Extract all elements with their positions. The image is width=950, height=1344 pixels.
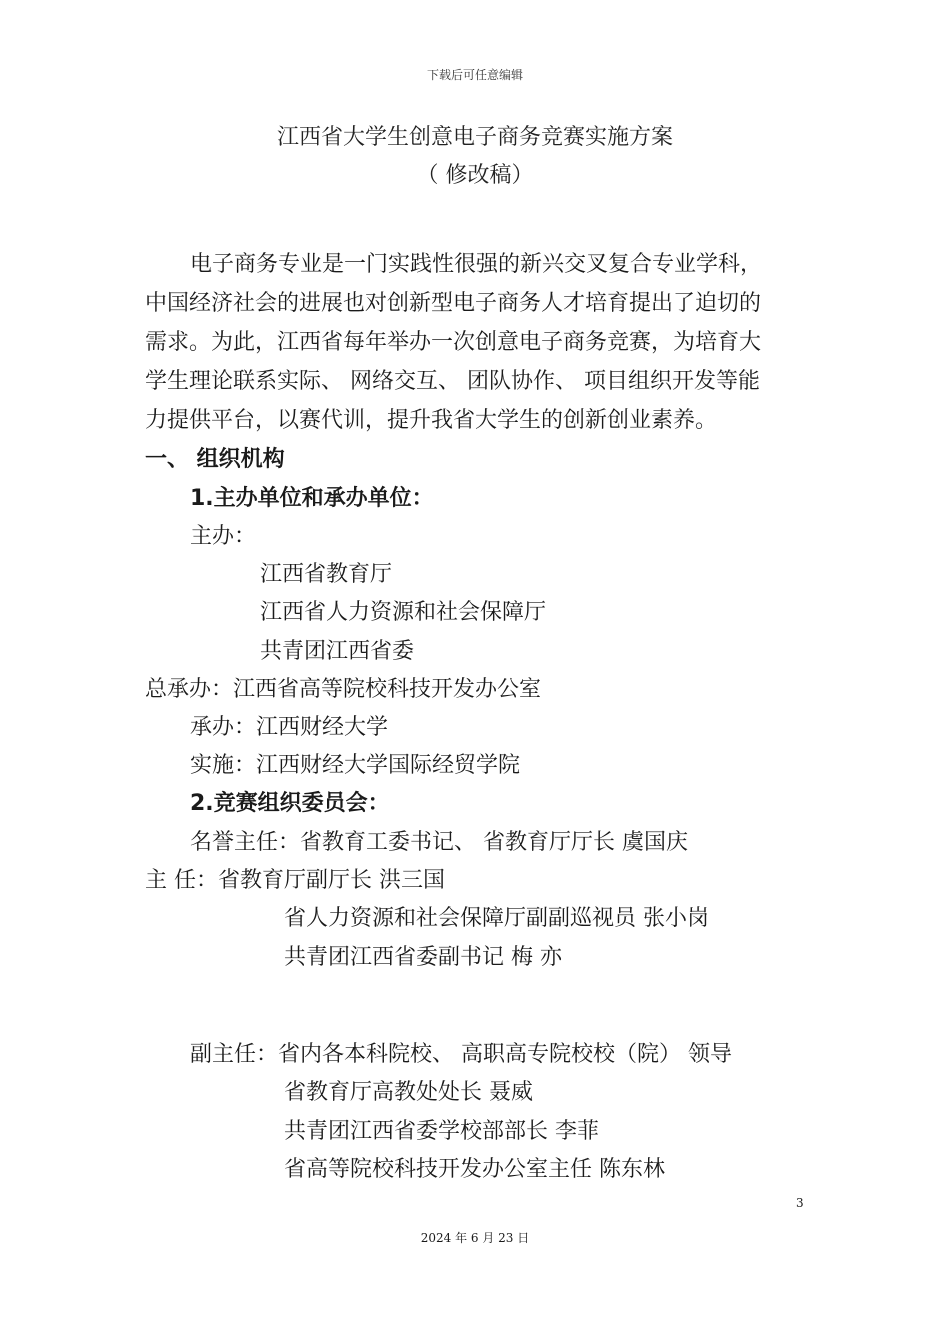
deputy-extra: 共青团江西省委学校部部长 李菲 [284,1119,599,1144]
host-item: 共青团江西省委 [260,639,415,664]
organizer-row [190,710,388,741]
general-organizer-label: 总承办： [145,677,234,702]
general-organizer-value: 江西省高等院校科技开发办公室 [233,677,542,702]
document-subtitle: （ 修改稿） [416,163,534,188]
implementer-label: 实施： [190,753,257,778]
implementer-row [190,748,520,779]
intro-line-1: 电子商务专业是一门实践性很强的新兴交叉复合专业学科， [190,252,763,277]
intro-line-3: 需求。为此，江西省每年举办一次创意电子商务竞赛，为培育大 [145,330,762,355]
page-number: 3 [796,1196,804,1210]
host-item: 江西省人力资源和社会保障厅 [260,600,547,625]
organizer-value: 江西财经大学 [256,715,389,740]
honorary-director-row: 名誉主任：省教育工委书记、 省教育厅厅长 虞国庆 [190,830,688,855]
host-label: 主办： [190,524,257,549]
implementer-value: 江西财经大学国际经贸学院 [256,753,521,778]
general-organizer-row [145,672,541,703]
intro-line-5: 力提供平台，以赛代训，提升我省大学生的创新创业素养。 [145,408,718,433]
director-extra: 共青团江西省委副书记 梅 亦 [284,945,562,970]
document-title: 江西省大学生创意电子商务竞赛实施方案 [276,125,673,150]
intro-line-4: 学生理论联系实际、 网络交互、 团队协作、 项目组织开发等能 [145,369,760,394]
section-heading: 一、 组织机构 [145,447,285,472]
host-item: 江西省教育厅 [260,562,393,587]
deputy-extra: 省高等院校科技开发办公室主任 陈东林 [284,1157,665,1182]
intro-line-2: 中国经济社会的进展也对创新型电子商务人才培育提出了迫切的 [145,291,762,316]
director-extra: 省人力资源和社会保障厅副副巡视员 张小岗 [284,906,709,931]
deputy-extra: 省教育厅高教处处长 聂威 [284,1080,533,1105]
deputy-director-row: 副主任：省内各本科院校、 高职高专院校校（院） 领导 [190,1042,732,1067]
subsection-heading-committee: 2.竞赛组织委员会： [190,791,390,816]
organizer-label: 承办： [190,715,257,740]
subsection-heading-hosts: 1.主办单位和承办单位： [190,486,434,511]
footer-date: 2024 年 6 月 23 日 [420,1231,530,1245]
header-note: 下载后可任意编辑 [426,68,523,82]
director-row: 主 任：省教育厅副厅长 洪三国 [145,868,445,893]
